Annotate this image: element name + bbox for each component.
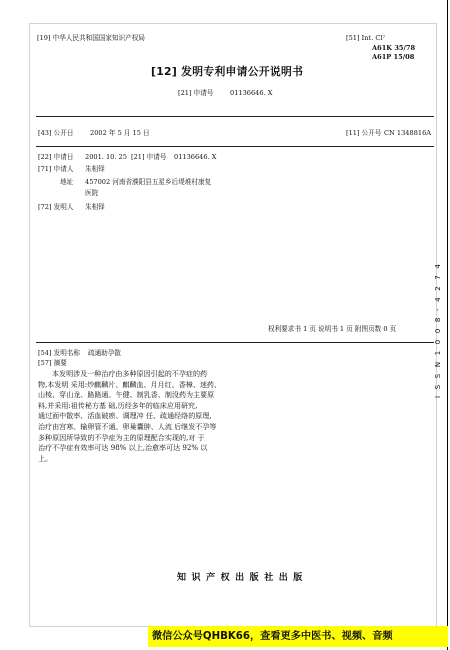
application-number-label: [21] 申请号 <box>178 89 214 97</box>
abstract-line: 治疗不孕症有效率可达 98% 以上,治愈率可达 92% 以 <box>38 443 208 453</box>
abstract-text <box>38 369 246 464</box>
abstract-label: [57] 摘要 <box>38 359 67 367</box>
abstract-line: 治疗由宫寒、输卵管不通、卵巢囊肿、人流 后继发不孕等 <box>38 421 217 431</box>
right-edge-line <box>447 0 448 650</box>
abstract-line: 物,本发明 采用:炒麒麟片、麒麟血、月月红、香樟、迷药、 <box>38 379 222 389</box>
promo-banner: 微信公众号QHBK66，查看更多中医书、视频、音频 <box>148 626 448 647</box>
patent-office-name: [19] 中华人民共和国国家知识产权局 <box>37 34 145 42</box>
rule-lower <box>36 342 434 343</box>
applicant-label: [71] 申请人 <box>38 165 74 173</box>
ipc-code-1: A61K 35/78 <box>372 44 416 52</box>
document-title: [12] 发明专利申请公开说明书 <box>151 65 304 78</box>
rule-top <box>36 116 434 117</box>
publication-number-label: [11] 公开号 <box>346 129 382 137</box>
rule-middle <box>36 146 434 147</box>
inventor-name: 朱相铎 <box>85 203 105 211</box>
abstract-line: 山棱、穿山龙、路路通、午健、制乳香、制没药为主要原 <box>38 390 215 400</box>
address-label: 地址 <box>60 178 74 186</box>
issn-vertical: I S S N 1 0 0 8 - 4 2 7 4 <box>434 261 442 398</box>
publication-date: 2002 年 5 月 15 日 <box>90 129 150 137</box>
inventor-label: [72] 发明人 <box>38 203 74 211</box>
ipc-code-2: A61P 15/08 <box>372 53 415 61</box>
abstract-line: 通过面中散率、活血破瘀、调理冲 任、疏通经络的原理, <box>38 411 212 421</box>
filing-date-label: [22] 申请日 <box>38 153 74 161</box>
application-number: 01136646. X <box>230 89 273 97</box>
invention-name-label: [54] 发明名称 <box>38 349 81 357</box>
int-cl-label: [51] Int. Cl⁷ <box>346 34 386 42</box>
abstract-line: 多种原因所导致的不孕症为主的原理配合实现的,对 于 <box>38 432 205 442</box>
abstract-line: 料,并采用:祖传秘方基 础,历经多年的临床应用研究, <box>38 400 198 410</box>
page-counts: 权利要求书 1 页 说明书 1 页 附图页数 0 页 <box>268 325 397 333</box>
applicant-name: 朱相铎 <box>85 165 105 173</box>
invention-name: 疏通助孕散 <box>88 349 121 357</box>
address-line-1: 457002 河南省濮阳县五星乡后堤堆村康复 <box>85 178 212 186</box>
publication-date-label: [43] 公开日 <box>38 129 74 137</box>
abstract-line: 本发明涉及一种治疗由多种原因引起的不孕症的药 <box>52 369 208 378</box>
application-number-2: 01136646. X <box>174 153 217 161</box>
address-line-2: 医院 <box>85 189 99 197</box>
filing-date: 2001. 10. 25 <box>85 153 127 161</box>
publication-number: CN 1348816A <box>384 129 432 137</box>
publisher-name: 知 识 产 权 出 版 社 出 版 <box>177 573 304 583</box>
abstract-line: 上。 <box>38 453 53 463</box>
application-number-label-2: [21] 申请号 <box>131 153 167 161</box>
